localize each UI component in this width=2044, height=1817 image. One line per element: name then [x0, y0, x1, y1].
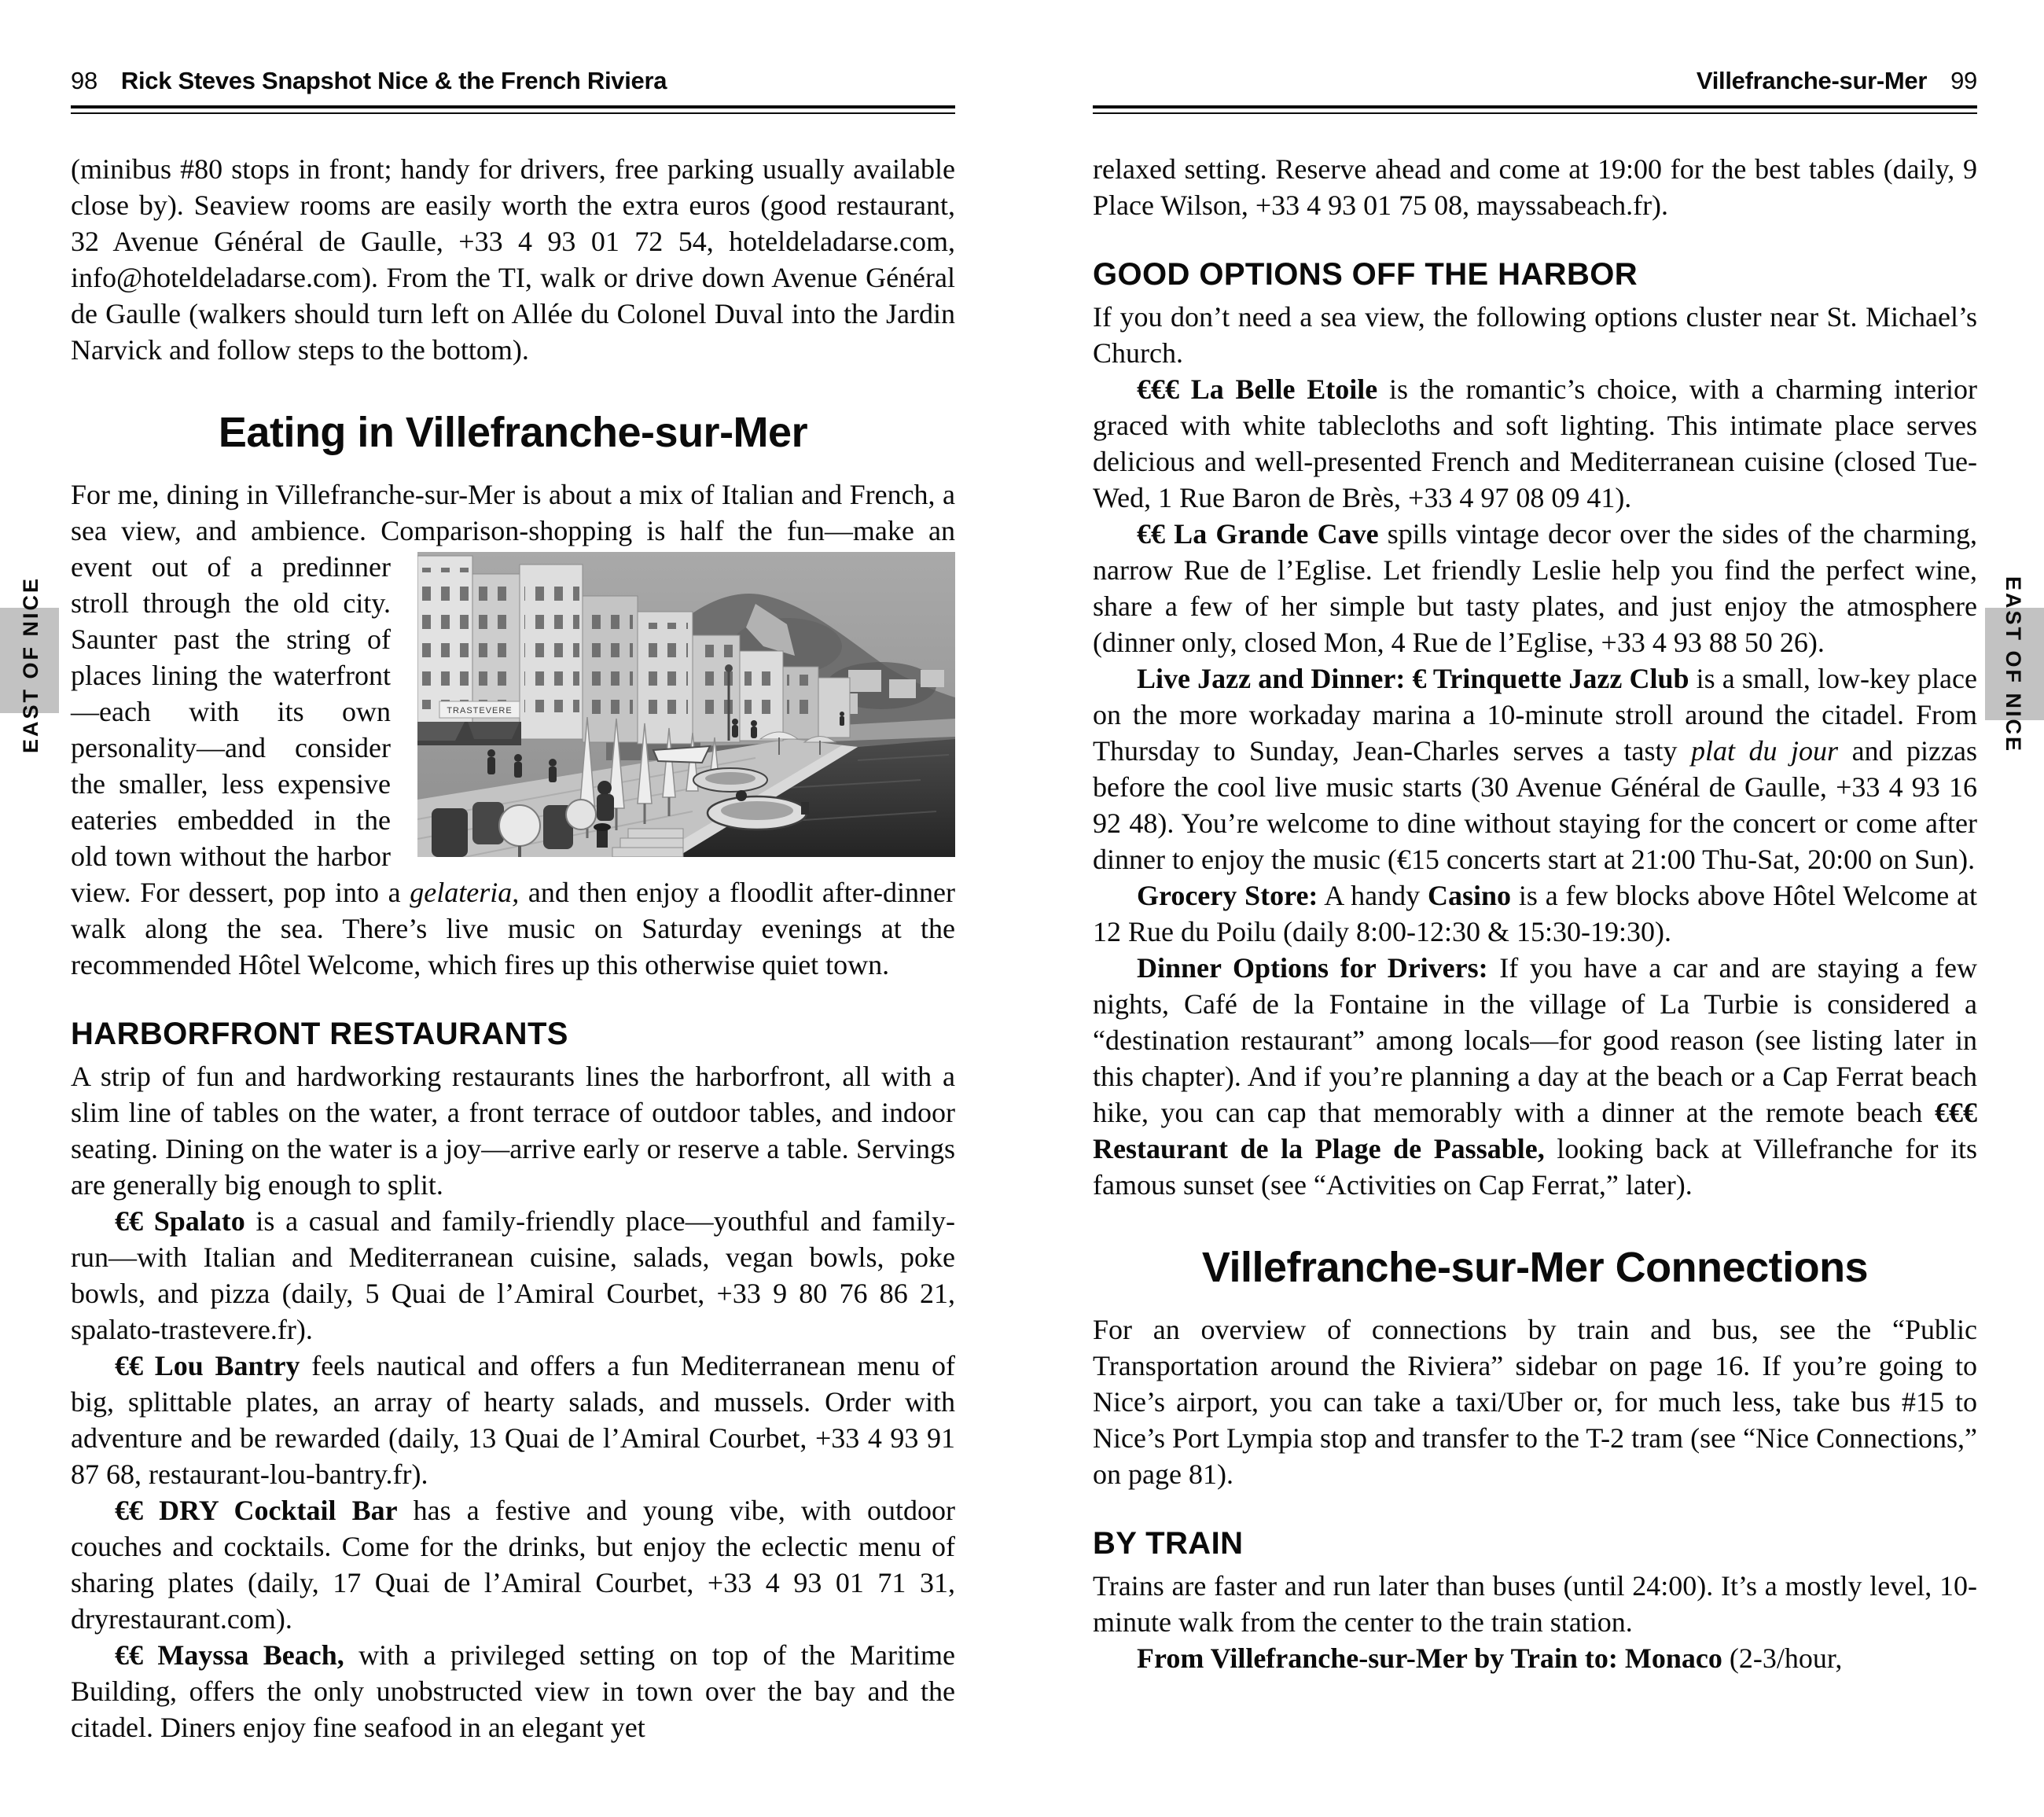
text-segment: Dinner Options for Drivers:	[1137, 952, 1488, 984]
text-segment: and then enjoy a floodlit after-dinner walk along the sea. There’s live music on Saturday evenings at the recommended Hôtel Welcome, which fires up this otherwise quiet town.	[71, 877, 955, 980]
page-right	[1093, 67, 1977, 1676]
paragraph	[71, 476, 955, 983]
section-tab-right: EAST OF NICE	[2002, 576, 2025, 754]
paragraph	[1093, 950, 1977, 1203]
paragraph	[1093, 299, 1977, 371]
paragraph	[71, 1492, 955, 1637]
running-head-title-left: Rick Steves Snapshot Nice & the French Riviera	[120, 67, 667, 94]
running-head-right	[1093, 67, 1977, 95]
text-segment: €€ La Grande Cave	[1137, 518, 1379, 550]
page-right-content	[1093, 151, 1977, 1676]
text-segment: €€ Spalato	[115, 1205, 245, 1237]
section-heading: HARBORFRONT RESTAURANTS	[71, 1017, 568, 1051]
text-segment: is the romantic’s choice, with a charming interior graced with white tablecloths and soft lighting. This intimate place serves delicious and well-presented French and Mediterranean cuisine (closed Tue-Wed, 1 Rue Baron de Brès, +33 4 97 08 09 41).	[1093, 373, 1977, 513]
text-segment: €€€ Restaurant de la Plage de Passable,	[1093, 1097, 1977, 1164]
text-segment: is a casual and family-friendly place—youthful and family-run—with Italian and Mediterranean cuisine, salads, vegan bowls, poke bowls, and pizza (daily, 5 Quai de l’Amiral Courbet, +33 9 80 76 86 21, spalato-trastevere.fr).	[71, 1205, 955, 1345]
text-segment: Live Jazz and Dinner: € Trinquette Jazz Club	[1137, 663, 1689, 694]
text-segment: Grocery Store:	[1137, 880, 1318, 911]
text-segment: has a festive and young vibe, with outdoor couches and cocktails. Come for the drinks, but enjoy the eclectic menu of sharing plates (daily, 17 Quai de l’Amiral Courbet, +33 4 93 01 71 31, dryrestaurant.com).	[71, 1495, 955, 1635]
paragraph	[71, 1058, 955, 1203]
section-heading: BY TRAIN	[1093, 1526, 1244, 1561]
page-left-content	[71, 151, 955, 1745]
text-segment: (2-3/hour,	[1722, 1642, 1843, 1674]
text-segment: plat du jour	[1691, 735, 1839, 767]
text-segment: Trains are faster and run later than buses (until 24:00). It’s a mostly level, 10-minute walk from the center to the train station.	[1093, 1570, 1977, 1638]
major-heading: Eating in Villefranche-sur-Mer	[218, 409, 808, 456]
text-segment: with a privileged setting on top of the Maritime Building, offers the only unobstructed view in town over the bay and the citadel. Diners enjoy fine seafood in an elegant yet	[71, 1639, 955, 1743]
text-segment: €€ Lou Bantry	[115, 1350, 300, 1381]
text-segment: From Villefranche-sur-Mer by Train to: Monaco	[1137, 1642, 1722, 1674]
paragraph	[1093, 1568, 1977, 1640]
text-segment: If you don’t need a sea view, the following options cluster near St. Michael’s Church.	[1093, 301, 1977, 369]
photo-sign-label: TRASTEVERE	[447, 706, 513, 715]
text-segment: relaxed setting. Reserve ahead and come at 19:00 for the best tables (daily, 9 Place Wilson, +33 4 93 01 75 08, mayssabeach.fr).	[1093, 153, 1977, 221]
text-segment: and pizzas before the cool live music starts (30 Avenue Général de Gaulle, +33 4 93 16 92 48). You’re welcome to dine without staying for the concert or come after dinner to enjoy the music (€15 concerts start at 21:00 Thu-Sat, 20:00 on Sun).	[1093, 735, 1977, 875]
harborfront-photo-image	[417, 552, 955, 857]
text-segment: For an overview of connections by train and bus, see the “Public Transportation around the Riviera” sidebar on page 16. If you’re going to Nice’s airport, you can take a taxi/Uber or, for much less, take bus #15 to Nice’s Port Lympia stop and transfer to the T-2 tram (see “Nice Connections,” on page 81).	[1093, 1314, 1977, 1490]
header-rule-right	[1093, 105, 1977, 114]
text-segment: half the fun—make an event out of a predinner stroll through the old city. Saunter past the string of places lining the waterfront—each with its own personality—and consider the smaller, less expensive eateries embedded in the old town without the harbor view. For dessert, pop into a	[71, 515, 956, 908]
text-segment: looking back at Villefranche for its famous sunset (see “Activities on Cap Ferrat,” later).	[1093, 1133, 1977, 1201]
section-tab-left: EAST OF NICE	[19, 576, 42, 754]
page-number-left: 98	[71, 67, 97, 94]
running-head-title-right: Villefranche-sur-Mer	[1696, 67, 1928, 94]
text-segment: is a few blocks above Hôtel Welcome at 12 Rue du Poilu (daily 8:00-12:30 & 15:30-19:30).	[1093, 880, 1977, 947]
text-segment: If you have a car and are staying a few nights, Café de la Fontaine in the village of La Turbie is considered a “destination restaurant” among locals—for good reason (see listing later in this chapter). And if you’re planning a day at the beach or a Cap Ferrat beach hike, you can cap that memorably with a dinner at the remote beach	[1093, 952, 1977, 1128]
page-left	[71, 67, 955, 1745]
text-segment: €€ Mayssa Beach,	[115, 1639, 344, 1671]
paragraph	[1093, 151, 1977, 223]
text-segment: €€ DRY Cocktail Bar	[115, 1495, 398, 1526]
text-segment: (minibus #80 stops in front; handy for drivers, free parking usually available close by). Seaview rooms are easily worth the extra euros (good restaurant, 32 Avenue Général de Gaulle, +33 4 93 01 72 54, hoteldeladarse.com, info@hoteldeladarse.com). From the TI, walk or drive down Avenue Général de Gaulle (walkers should turn left on Allée du Colonel Duval into the Jardin Narvick and follow steps to the bottom).	[71, 153, 955, 366]
paragraph	[71, 1348, 955, 1492]
paragraph	[1093, 877, 1977, 950]
text-segment: A strip of fun and hardworking restaurants lines the harborfront, all with a slim line of tables on the water, a front terrace of outdoor tables, and indoor seating. Dining on the water is a joy—arrive early or reserve a table. Servings are generally big enough to split.	[71, 1061, 955, 1201]
paragraph	[71, 1637, 955, 1745]
header-rule-left	[71, 105, 955, 114]
text-segment: €€€ La Belle Etoile	[1137, 373, 1378, 405]
text-segment: spills vintage decor over the sides of the charming, narrow Rue de l’Eglise. Let friendly Leslie help you find the perfect wine, share a few of her simple but tasty plates, and just enjoy the atmosphere (dinner only, closed Mon, 4 Rue de l’Eglise, +33 4 93 88 50 26).	[1093, 518, 1977, 658]
paragraph	[1093, 1311, 1977, 1492]
paragraph	[71, 1203, 955, 1348]
paragraph	[1093, 1640, 1977, 1676]
running-head-left	[71, 67, 955, 95]
paragraph	[1093, 660, 1977, 877]
text-segment: A handy	[1318, 880, 1428, 911]
text-segment: feels nautical and offers a fun Mediterranean menu of big, splittable plates, an array of hearty salads, and mussels. Order with adventure and be rewarded (daily, 13 Quai de l’Amiral Courbet, +33 4 93 91 87 68, restaurant-lou-bantry.fr).	[71, 1350, 955, 1490]
paragraph	[71, 151, 955, 368]
paragraph	[1093, 516, 1977, 660]
page-number-right: 99	[1950, 67, 1977, 94]
text-segment: For me, dining in Villefranche-sur-Mer is about a mix of Italian and French, a sea view, and ambience. Comparison-shopping is	[71, 479, 955, 546]
text-segment: is a small, low-key place on the more workaday marina a 10-minute stroll around the citadel. From Thursday to Sunday, Jean-Charles serves a tasty	[1093, 663, 1977, 767]
paragraph	[1093, 371, 1977, 516]
harborfront-photo	[417, 552, 955, 857]
major-heading: Villefranche-sur-Mer Connections	[1201, 1244, 1869, 1291]
text-segment: gelateria,	[410, 877, 520, 908]
text-segment: Casino	[1427, 880, 1511, 911]
section-heading: GOOD OPTIONS OFF THE HARBOR	[1093, 257, 1638, 292]
